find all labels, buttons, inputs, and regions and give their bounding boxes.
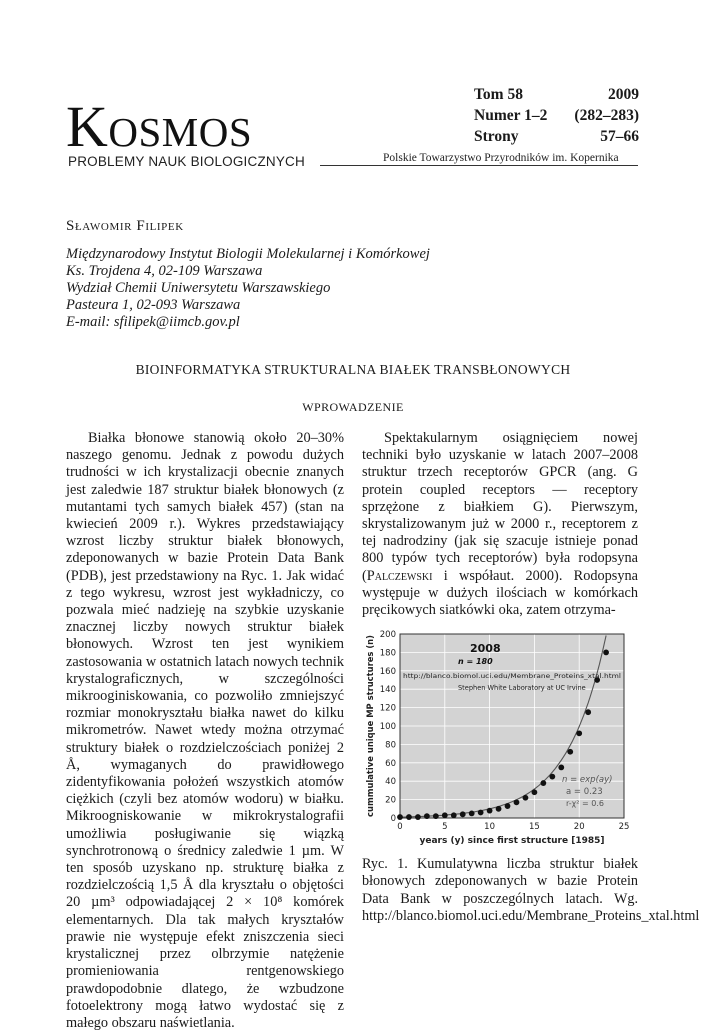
- chart-source-url: http://blanco.biomol.uci.edu/Membrane_Proteins_xtal.html: [403, 673, 622, 680]
- chart-lab-credit: Stephen White Laboratory at UC Irvine: [458, 684, 586, 692]
- growth-chart: [362, 622, 638, 852]
- y-tick-label: 120: [379, 703, 396, 714]
- data-point: [576, 730, 582, 736]
- data-point: [523, 795, 529, 801]
- data-point: [433, 813, 439, 819]
- x-tick-label: 20: [573, 822, 585, 832]
- affiliation-line: Pasteura 1, 02-093 Warszawa: [66, 297, 241, 313]
- x-tick-label: 0: [397, 822, 403, 832]
- meta-value: 57–66: [600, 128, 639, 145]
- y-tick-label: 40: [385, 777, 396, 788]
- meta-label: Numer 1–2: [474, 107, 548, 124]
- y-axis-label: cummulative unique MP structures (n): [365, 635, 375, 817]
- data-point: [487, 808, 493, 814]
- figure-caption: Ryc. 1. Kumulatywna liczba struktur białek błonowych zdeponowanych w bazie Protein Data Bank w poszczególnych latach. Wg. http://blanco.biomol.uci.edu/Membrane_Proteins_xtal.html: [362, 856, 700, 925]
- journal-logo: Kosmos: [66, 94, 253, 159]
- data-point: [415, 814, 421, 820]
- data-point: [585, 709, 591, 715]
- data-point: [442, 812, 448, 818]
- x-tick-label: 15: [528, 822, 540, 832]
- data-point: [505, 803, 511, 809]
- y-tick-label: 60: [385, 758, 396, 769]
- article-title: BIOINFORMATYKA STRUKTURALNA BIAŁEK TRANSBŁONOWYCH: [135, 362, 571, 377]
- y-tick-label: 160: [379, 666, 396, 677]
- chart-count-label: n = 180: [458, 657, 493, 666]
- right-column: [362, 430, 638, 619]
- data-point: [558, 765, 564, 771]
- data-point: [397, 814, 403, 820]
- data-point: [406, 814, 412, 820]
- data-point: [451, 812, 457, 818]
- y-tick-label: 20: [385, 795, 396, 806]
- data-point: [496, 806, 502, 812]
- paragraph: Białka błonowe stanowią około 20–30% naszego genomu. Jednak z powodu dużych trudności w ich krystalizacji obecnie znanych jest zaledwie 187 struktur białek błonowych (z mutantami tych samych białek 457) (stan na kwiecień 2009 r.). Wykres przedstawiający wzrost liczby struktur białek błonowych, zdeponowanych w bazie Protein Data Bank (PDB), jest przedstawiony na Ryc. 1. Jak widać z tego wykresu, wzrost jest wykładniczy, co pozwala mieć nadzieję na szybkie uzyskanie znacznej liczby nowych struktur białek błonowych. Wzrost ten jest wynikiem zastosowania w ostatnich latach nowych technik krystalograficznych, w szczególności mikrooginiskowania, co pozwoliło zmniejszyć rozmiar monokryształu białka nawet do kilku mikrometrów. Nawet wtedy można otrzymać struktury białek o rozdzielczościach poniżej 2 Å, wymaganych do prawidłowego zidentyfikowania położeń wszystkich atomów ciężkich (czyli bez atomów wodoru) w białku. Mikroogniskowanie w mikrokrystalografii umożliwia posługiwanie się wiązką synchrotronową o średnicy zaledwie 1 µm. W ten sposób uzyskano np. strukturę białka z rozdzielczością 1,5 Å dla kryształu o objętości 20 µm³ odpowiadającej 2 × 10⁸ komórek elementarnych. Dla tak małych kryształów prawie nie występuje efekt zniszczenia sieci krystalicznej przez olbrzymie natężenie promieniowania rentgenowskiego prawdopodobnie dlatego, że wzbudzone fotoelektrony mogą łatwo wydostać się z małego obszaru naświetlania.: [66, 430, 344, 1031]
- citation-author: Palczewski: [366, 567, 433, 584]
- y-tick-label: 140: [379, 685, 396, 696]
- x-axis-label: years (y) since first structure [1985]: [419, 836, 605, 846]
- meta-row-number: [474, 105, 639, 126]
- meta-row-volume: [474, 84, 639, 105]
- data-point: [514, 799, 520, 805]
- paragraph: [362, 430, 638, 619]
- header-rule: [320, 165, 638, 166]
- data-point: [424, 813, 430, 819]
- x-tick-label: 10: [484, 822, 496, 832]
- y-tick-label: 80: [385, 740, 396, 751]
- fit-equation: n = exp(ay): [562, 775, 613, 785]
- affiliation-line: Międzynarodowy Instytut Biologii Molekularnej i Komórkowej: [66, 246, 430, 262]
- data-point: [549, 774, 555, 780]
- meta-value: 2009: [608, 86, 639, 103]
- data-point: [478, 810, 484, 816]
- journal-subtitle: PROBLEMY NAUK BIOLOGICZNYCH: [68, 154, 305, 169]
- fit-parameter: a = 0.23: [566, 787, 603, 797]
- meta-label: Tom 58: [474, 86, 523, 103]
- affiliation-line: Ks. Trojdena 4, 02-109 Warszawa: [66, 263, 263, 279]
- meta-label: Strony: [474, 128, 519, 145]
- data-point: [532, 789, 538, 795]
- data-point: [460, 811, 466, 817]
- x-tick-label: 25: [618, 822, 630, 832]
- text-run: i współaut. 2000). Rodopsyna występuje w dużych ilościach w komórkach pręcikowych siatkówki oka, zatem otrzyma-: [362, 567, 638, 619]
- text-run: Spektakularnym osiągnięciem nowej techniki było uzyskanie w latach 2007–2008 struktur trzech receptorów GPCR (ang. G protein coupled receptors — receptory sprzężone z białkiem G). Pierwszym, skrystalizowanym już w 2000 r., receptorem z tej nadrodziny (jak się szacuje istnieje ponad 800 typów tych receptorów) była rodopsyna (: [362, 430, 638, 584]
- affiliation-line: Wydział Chemii Uniwersytetu Warszawskiego: [66, 280, 331, 296]
- society-name: Polskie Towarzystwo Przyrodników im. Kopernika: [383, 152, 619, 164]
- author-email[interactable]: E-mail: sfilipek@iimcb.gov.pl: [66, 314, 240, 330]
- y-tick-label: 0: [390, 814, 396, 824]
- y-tick-label: 200: [379, 630, 396, 640]
- meta-value: (282–283): [574, 107, 639, 124]
- author-name: Sławomir Filipek: [66, 218, 184, 234]
- affiliation-block: [66, 246, 430, 331]
- fit-chi-square: r-χ² = 0.6: [566, 799, 605, 808]
- figure-1: [362, 622, 638, 852]
- data-point: [469, 811, 475, 817]
- y-tick-label: 180: [379, 648, 396, 659]
- data-point: [567, 749, 573, 755]
- section-heading: WPROWADZENIE: [302, 400, 404, 414]
- data-point: [603, 650, 609, 656]
- left-column: [66, 430, 344, 1032]
- issue-meta: [474, 84, 639, 147]
- meta-row-pages: [474, 126, 639, 147]
- chart-title: 2008: [470, 642, 501, 655]
- data-point: [540, 780, 546, 786]
- x-tick-label: 5: [442, 822, 448, 832]
- y-tick-label: 100: [379, 722, 396, 732]
